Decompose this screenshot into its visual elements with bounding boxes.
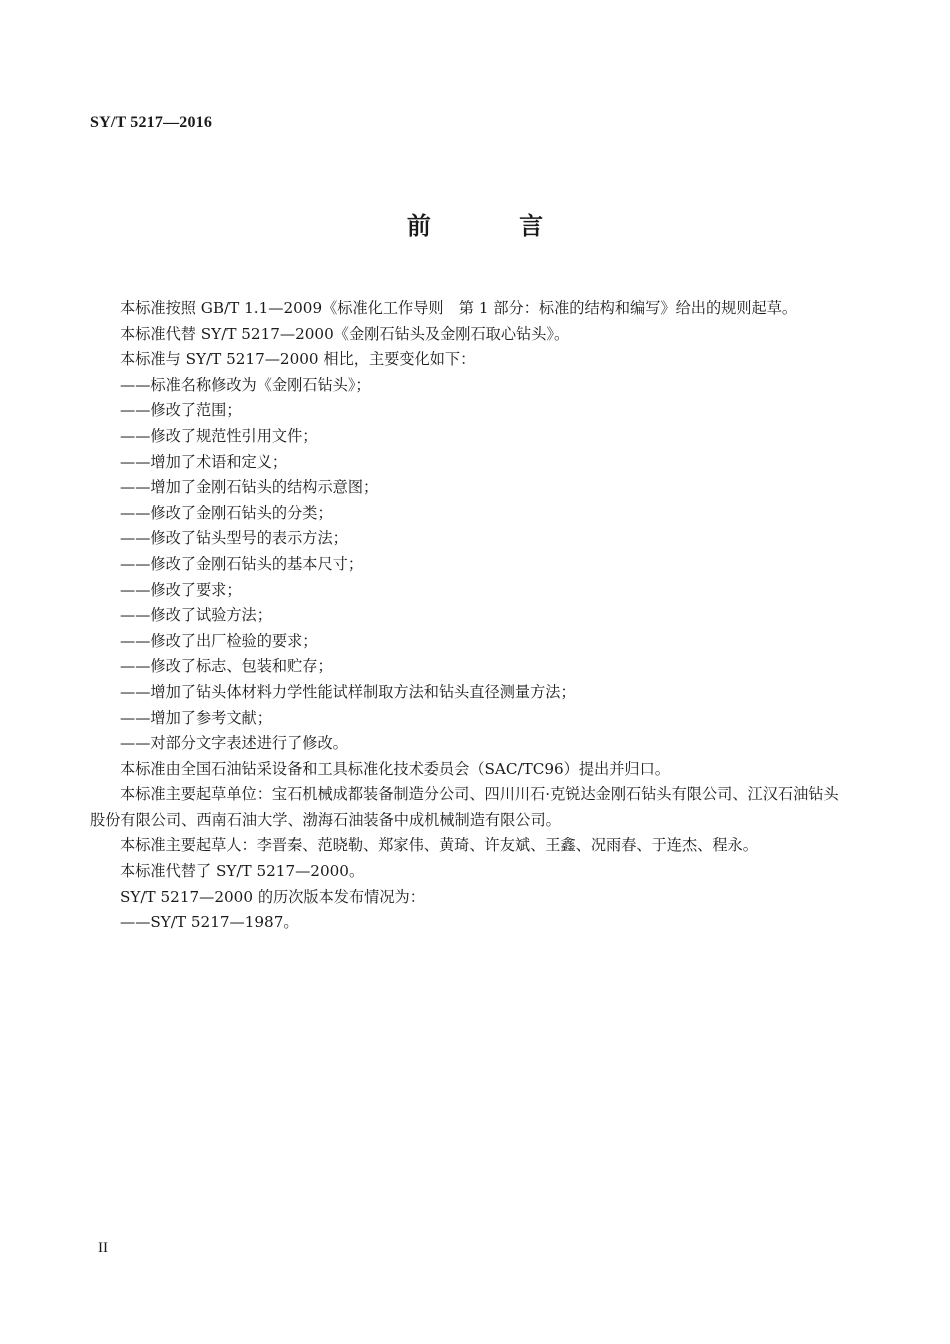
paragraph: 本标准代替了 SY/T 5217—2000。 [120, 862, 365, 881]
list-item: ——修改了金刚石钻头的分类； [120, 503, 333, 522]
list-item: ——修改了范围； [120, 401, 242, 420]
standard-code: SY/T 5217—2016 [90, 114, 213, 131]
document-body [90, 296, 840, 936]
paragraph: SY/T 5217—2000 的历次版本发布情况为： [120, 887, 425, 906]
list-item: ——SY/T 5217—1987。 [120, 913, 299, 932]
list-item: ——对部分文字表述进行了修改。 [120, 734, 348, 753]
paragraph: 本标准主要起草单位：宝石机械成都装备制造分公司、四川川石·克锐达金刚石钻头有限公司、江汉石油钻头股份有限公司、西南石油大学、渤海石油装备中成机械制造有限公司。 [90, 785, 839, 829]
paragraph: 本标准由全国石油钻采设备和工具标准化技术委员会（SAC/TC96）提出并归口。 [120, 759, 670, 778]
paragraph: 本标准与 SY/T 5217—2000 相比，主要变化如下： [120, 350, 476, 369]
list-item: ——增加了金刚石钻头的结构示意图； [120, 478, 379, 497]
history-list [90, 910, 840, 936]
list-item: ——增加了术语和定义； [120, 452, 288, 471]
page-number: II [98, 1240, 108, 1256]
paragraph: 本标准代替 SY/T 5217—2000《金刚石钻头及金刚石取心钻头》。 [120, 324, 570, 343]
paragraph: 本标准主要起草人：李晋秦、范晓勒、郑家伟、黄琦、许友斌、王鑫、况雨春、于连杰、程永。 [120, 836, 758, 855]
paragraph: 本标准按照 GB/T 1.1—2009《标准化工作导则 第 1 部分：标准的结构和编写》给出的规则起草。 [120, 299, 798, 317]
changes-list [90, 373, 840, 757]
list-item: ——修改了试验方法； [120, 606, 272, 625]
list-item: ——增加了参考文献； [120, 708, 272, 727]
page-title: 前 言 [406, 212, 584, 240]
list-item: ——增加了钻头体材料力学性能试样制取方法和钻头直径测量方法； [120, 682, 576, 701]
list-item: ——修改了要求； [120, 580, 242, 599]
list-item: ——修改了规范性引用文件； [120, 426, 318, 445]
list-item: ——标准名称修改为《金刚石钻头》； [120, 375, 371, 394]
list-item: ——修改了钻头型号的表示方法； [120, 529, 348, 548]
list-item: ——修改了标志、包装和贮存； [120, 657, 333, 676]
list-item: ——修改了出厂检验的要求； [120, 631, 318, 650]
list-item: ——修改了金刚石钻头的基本尺寸； [120, 554, 363, 573]
